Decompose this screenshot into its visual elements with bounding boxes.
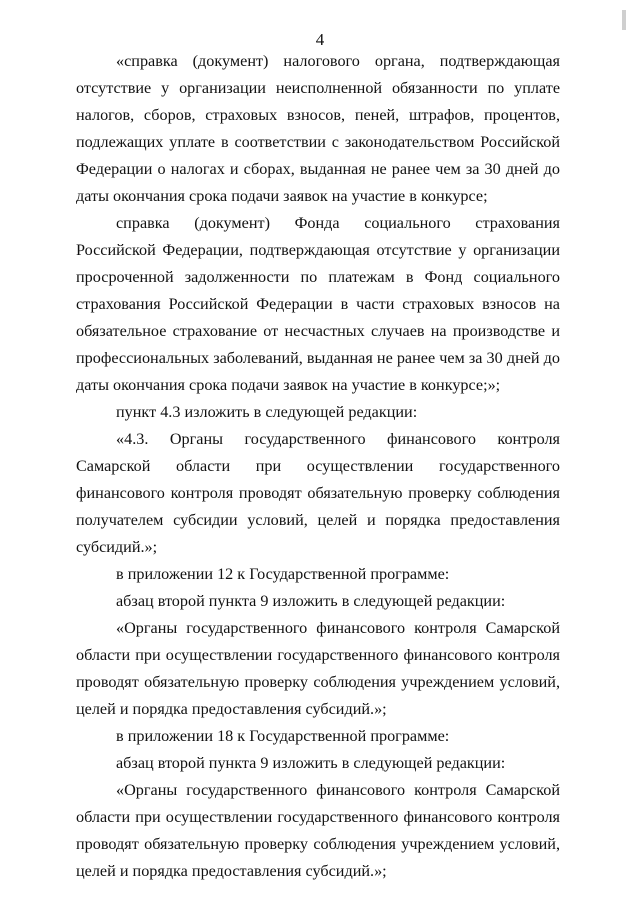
scan-edge-mark	[622, 10, 626, 30]
paragraph-clause-4-3-intro: пункт 4.3 изложить в следующей редакции:	[116, 403, 418, 421]
paragraph-appendix-12-intro: в приложении 12 к Государственной программе:	[116, 565, 450, 583]
body-text	[76, 48, 560, 885]
paragraph-appendix-18-clause-9: абзац второй пункта 9 изложить в следующей редакции:	[116, 754, 506, 772]
paragraph-appendix-12-text: «Органы государственного финансового контроля Самарской области при осуществлении государственного финансового контроля проводят обязательную проверку соблюдения учреждением условий, целей и порядка предоставления субсидий.»;	[76, 619, 560, 718]
paragraph-appendix-12-clause-9: абзац второй пункта 9 изложить в следующей редакции:	[116, 592, 506, 610]
paragraph-appendix-18-text: «Органы государственного финансового контроля Самарской области при осуществлении государственного финансового контроля проводят обязательную проверку соблюдения учреждением условий, целей и порядка предоставления субсидий.»;	[76, 781, 560, 880]
paragraph-social-insurance-certificate: справка (документ) Фонда социального страхования Российской Федерации, подтверждающая отсутствие у организации просроченной задолженности по платежам в Фонд социального страхования Российской Федерации в части страховых взносов на обязательное страхование от несчастных случаев на производстве и профессиональных заболеваний, выданная не ранее чем за 30 дней до даты окончания срока подачи заявок на участие в конкурсе;»;	[76, 214, 560, 394]
paragraph-clause-4-3-text: «4.3. Органы государственного финансового контроля Самарской области при осуществлении государственного финансового контроля проводят обязательную проверку соблюдения получателем субсидии условий, целей и порядка предоставления субсидий.»;	[76, 430, 560, 556]
paragraph-appendix-18-intro: в приложении 18 к Государственной программе:	[116, 727, 450, 745]
paragraph-tax-certificate: «справка (документ) налогового органа, подтверждающая отсутствие у организации неисполненной обязанности по уплате налогов, сборов, страховых взносов, пеней, штрафов, процентов, подлежащих уплате в соответствии с законодательством Российской Федерации о налогах и сборах, выданная не ранее чем за 30 дней до даты окончания срока подачи заявок на участие в конкурсе;	[76, 52, 560, 205]
page-number: 4	[315, 30, 325, 49]
